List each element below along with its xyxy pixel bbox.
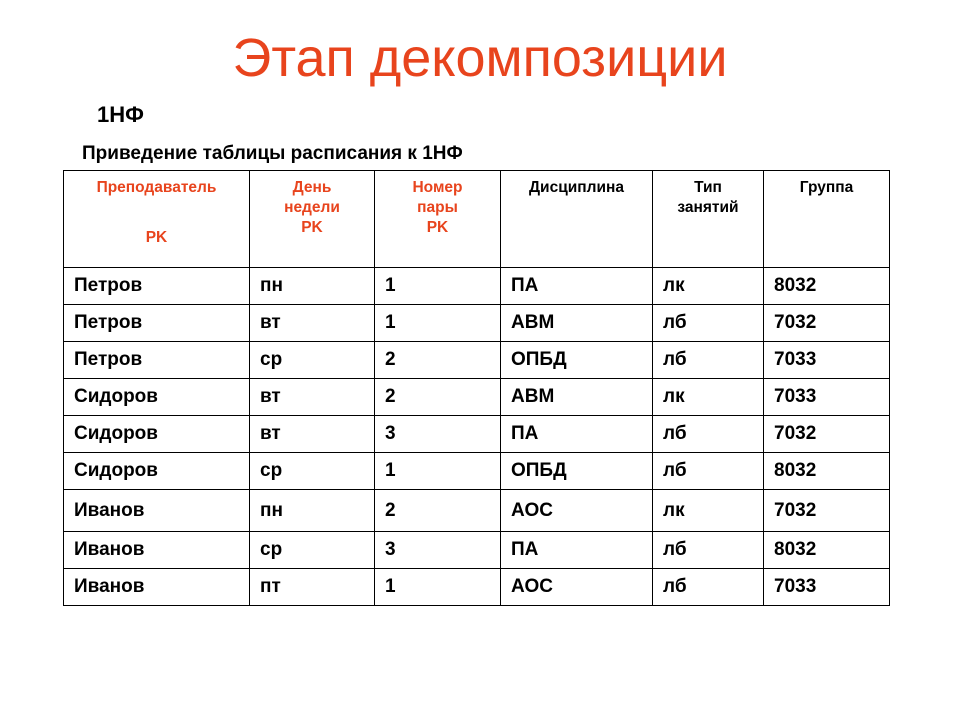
slide-title: Этап декомпозиции: [232, 28, 728, 88]
cell-type: лк: [653, 490, 764, 532]
cell-discipline: ПА: [501, 532, 653, 569]
cell-day: пт: [250, 569, 375, 606]
cell-pair: 1: [375, 453, 501, 490]
cell-discipline: ПА: [501, 416, 653, 453]
header-type: [653, 171, 764, 268]
cell-teacher: Иванов: [64, 532, 250, 569]
cell-day: вт: [250, 379, 375, 416]
header-discipline: [501, 171, 653, 268]
cell-type: лб: [653, 569, 764, 606]
cell-type: лб: [653, 453, 764, 490]
header-teacher-pk: PK: [145, 229, 168, 246]
cell-teacher: Иванов: [64, 569, 250, 606]
cell-type: лк: [653, 268, 764, 305]
header-day-label-1: День: [292, 179, 332, 196]
header-day-label-2: недели: [284, 199, 340, 216]
cell-day: вт: [250, 305, 375, 342]
cell-type: лб: [653, 532, 764, 569]
cell-day: ср: [250, 532, 375, 569]
header-discipline-label: Дисциплина: [529, 179, 624, 196]
table-row: [64, 416, 890, 453]
cell-pair: 2: [375, 342, 501, 379]
cell-day: ср: [250, 342, 375, 379]
cell-group: 8032: [764, 453, 890, 490]
header-group-label: Группа: [799, 179, 854, 196]
slide-subtitle: 1НФ: [97, 102, 144, 127]
cell-group: 7033: [764, 569, 890, 606]
table-row: [64, 532, 890, 569]
cell-discipline: ПА: [501, 268, 653, 305]
cell-day: пн: [250, 490, 375, 532]
table-row: [64, 305, 890, 342]
header-pair-label-2: пары: [417, 199, 458, 216]
cell-type: лк: [653, 379, 764, 416]
table-caption: Приведение таблицы расписания к 1НФ: [82, 143, 463, 164]
header-teacher-label: Преподаватель: [96, 179, 217, 196]
cell-teacher: Иванов: [64, 490, 250, 532]
schedule-table: [63, 170, 890, 606]
cell-day: пн: [250, 268, 375, 305]
cell-group: 7032: [764, 305, 890, 342]
cell-discipline: АОС: [501, 490, 653, 532]
header-teacher: [64, 171, 250, 268]
header-pair-pk: PK: [426, 219, 449, 236]
cell-pair: 1: [375, 268, 501, 305]
cell-group: 8032: [764, 268, 890, 305]
cell-teacher: Сидоров: [64, 453, 250, 490]
header-day-pk: PK: [301, 219, 323, 236]
cell-discipline: АВМ: [501, 379, 653, 416]
cell-type: лб: [653, 416, 764, 453]
cell-pair: 3: [375, 532, 501, 569]
cell-teacher: Петров: [64, 305, 250, 342]
cell-group: 7032: [764, 490, 890, 532]
cell-pair: 1: [375, 305, 501, 342]
table-row: [64, 342, 890, 379]
table-row: [64, 379, 890, 416]
cell-teacher: Петров: [64, 268, 250, 305]
header-pair-label-1: Номер: [412, 179, 463, 196]
cell-pair: 2: [375, 490, 501, 532]
cell-pair: 2: [375, 379, 501, 416]
cell-group: 7033: [764, 342, 890, 379]
cell-discipline: АОС: [501, 569, 653, 606]
table-row: [64, 453, 890, 490]
cell-discipline: АВМ: [501, 305, 653, 342]
table-row: [64, 490, 890, 532]
cell-type: лб: [653, 342, 764, 379]
cell-teacher: Сидоров: [64, 379, 250, 416]
cell-day: ср: [250, 453, 375, 490]
cell-type: лб: [653, 305, 764, 342]
header-group: [764, 171, 890, 268]
cell-pair: 3: [375, 416, 501, 453]
table-row: [64, 569, 890, 606]
cell-group: 7032: [764, 416, 890, 453]
header-type-label-1: Тип: [694, 179, 722, 196]
header-type-label-2: занятий: [677, 199, 739, 216]
cell-discipline: ОПБД: [501, 342, 653, 379]
cell-group: 7033: [764, 379, 890, 416]
cell-group: 8032: [764, 532, 890, 569]
header-day: [250, 171, 375, 268]
cell-teacher: Сидоров: [64, 416, 250, 453]
table-header-row: [64, 171, 890, 268]
cell-day: вт: [250, 416, 375, 453]
cell-teacher: Петров: [64, 342, 250, 379]
table-row: [64, 268, 890, 305]
cell-discipline: ОПБД: [501, 453, 653, 490]
header-pair: [375, 171, 501, 268]
cell-pair: 1: [375, 569, 501, 606]
